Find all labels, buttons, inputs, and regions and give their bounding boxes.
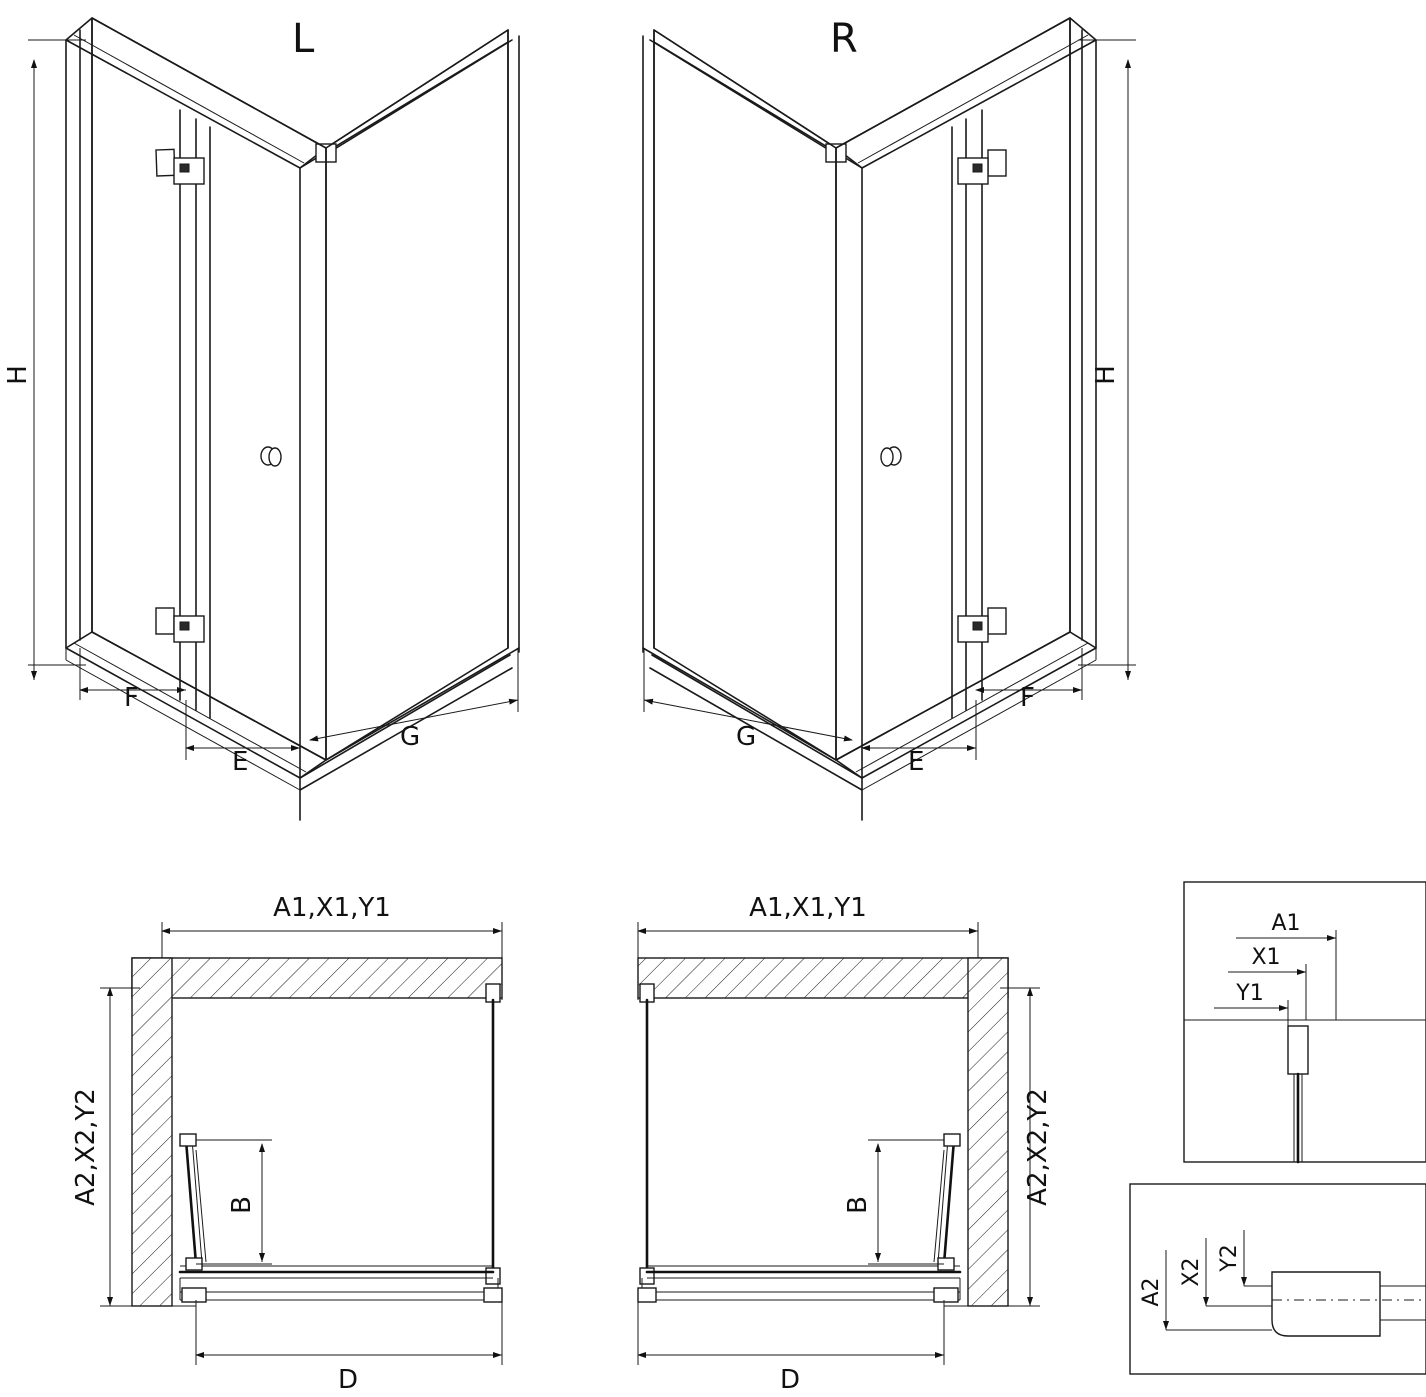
iso-left-H-label: H <box>3 365 33 385</box>
plan-left-fixed-panel <box>486 984 500 1284</box>
plan-left-dim-D <box>196 1300 502 1395</box>
iso-right-E-label: E <box>908 747 925 777</box>
iso-left-E-label: E <box>232 747 249 777</box>
iso-right-G-label: G <box>736 722 757 752</box>
iso-left-dim-E <box>186 747 300 777</box>
plan-view-right <box>638 893 1053 1395</box>
iso-left-dim-H <box>3 40 86 680</box>
plan-right-fixed-panel <box>640 984 654 1284</box>
plan-left-A2X2Y2-label: A2,X2,Y2 <box>71 1088 101 1206</box>
plan-view-left <box>71 893 502 1395</box>
plan-right-dim-B <box>843 1144 878 1262</box>
detail1-A1-label: A1 <box>1271 911 1301 936</box>
plan-right-D-label: D <box>779 1365 801 1395</box>
iso-right-dim-G <box>644 648 852 752</box>
detail-view-top-profile <box>1184 882 1426 1162</box>
detail2-A2-label: A2 <box>1139 1277 1164 1307</box>
plan-left-D-label: D <box>337 1365 359 1395</box>
plan-right-A2X2Y2-label: A2,X2,Y2 <box>1023 1088 1053 1206</box>
iso-left-variant-label: L <box>292 16 315 62</box>
iso-right-door-knob <box>881 447 901 466</box>
plan-left-swing-door <box>180 1134 272 1270</box>
plan-left-bottom-panel <box>180 1266 502 1302</box>
iso-left-door-knob <box>261 447 281 466</box>
plan-left-walls <box>132 958 502 1306</box>
iso-right-variant-label: R <box>830 16 858 62</box>
iso-view-right <box>643 16 1136 820</box>
iso-left-dim-G <box>310 648 518 752</box>
iso-right-H-label: H <box>1091 365 1121 385</box>
detail2-Y2-label: Y2 <box>1217 1244 1242 1272</box>
detail2-X2-label: X2 <box>1179 1257 1204 1287</box>
detail-view-side-profile <box>1130 1184 1426 1374</box>
plan-left-B-label: B <box>227 1196 257 1214</box>
plan-right-bottom-panel <box>638 1266 960 1302</box>
iso-right-F-label: F <box>1020 683 1035 713</box>
plan-left-dim-B <box>227 1144 262 1262</box>
detail1-X1-label: X1 <box>1251 945 1281 970</box>
plan-left-A1X1Y1-label: A1,X1,Y1 <box>273 893 391 923</box>
iso-left-G-label: G <box>400 722 421 752</box>
iso-right-dim-E <box>862 747 976 777</box>
plan-right-dim-D <box>638 1300 944 1395</box>
iso-left-F-label: F <box>124 683 139 713</box>
plan-right-A1X1Y1-label: A1,X1,Y1 <box>749 893 867 923</box>
plan-right-walls <box>638 958 1008 1306</box>
plan-right-swing-door <box>868 1134 960 1270</box>
iso-view-left <box>3 16 519 820</box>
detail1-Y1-label: Y1 <box>1236 981 1264 1006</box>
iso-right-dim-H <box>1078 40 1136 680</box>
plan-right-B-label: B <box>843 1196 873 1214</box>
